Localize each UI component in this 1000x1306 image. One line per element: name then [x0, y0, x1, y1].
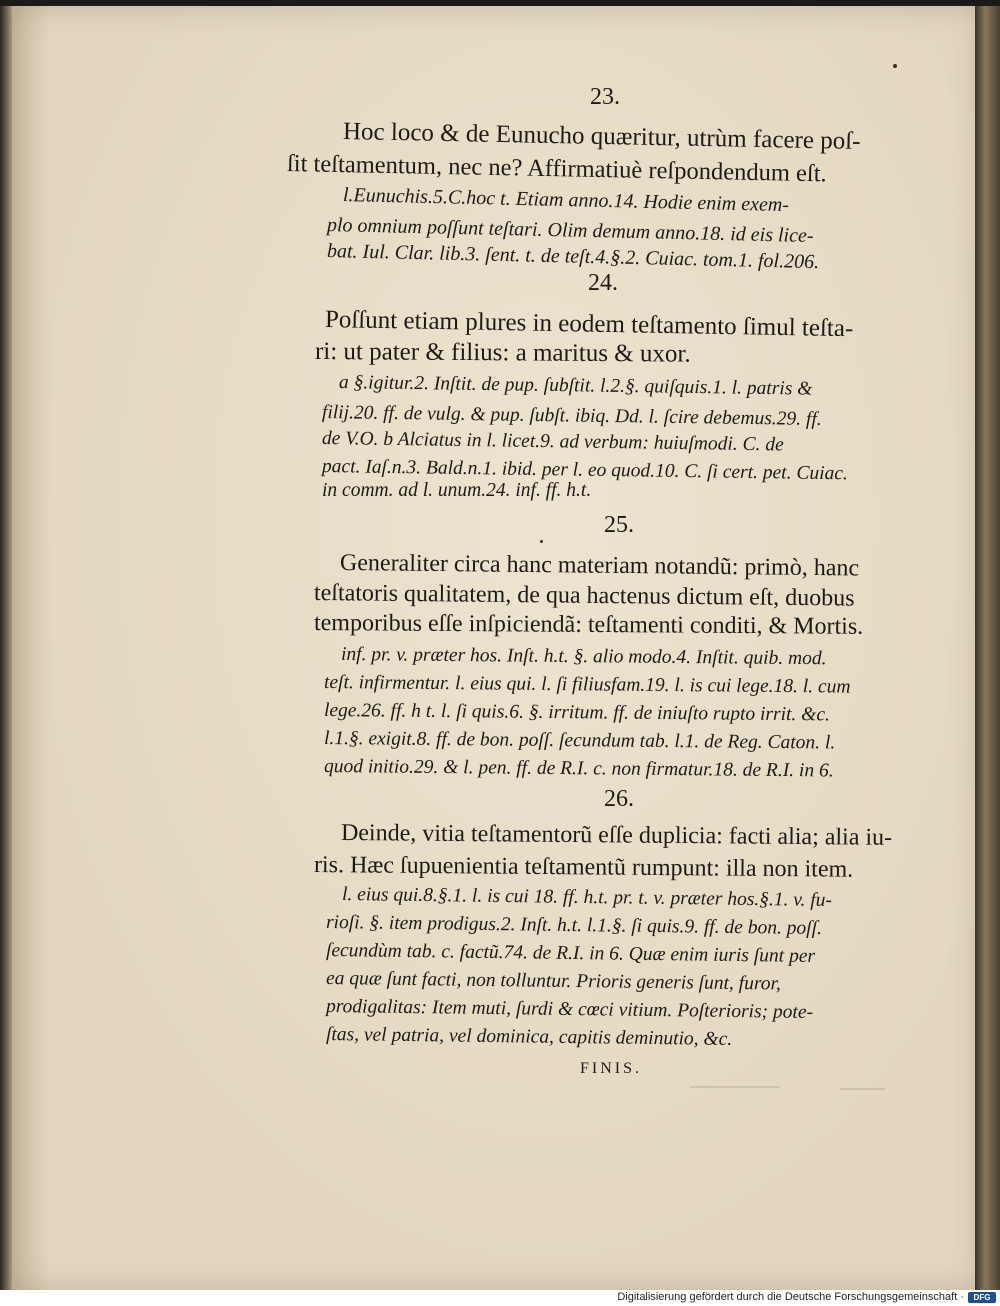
ink-speck [893, 64, 897, 68]
note-line: in comm. ad l. unum.24. inf. ff. h.t. [322, 480, 592, 501]
note-line: bat. Iul. Clar. lib.3. ſent. t. de teſt.4.§.2. Cuiac. tom.1. fol.206. [326, 240, 820, 274]
note-line: rioſi. §. item prodigus.2. Inſt. h.t. l.1.§. ſi quis.9. ff. de bon. poſſ. [325, 912, 823, 940]
ink-speck [540, 540, 543, 543]
body-line: Hoc loco & de Eunucho quæritur, utrùm facere poſ- [342, 118, 861, 155]
digitization-footer [0, 1290, 1000, 1306]
body-line: Poſſunt etiam plures in eodem teſtamento ſimul teſta- [324, 306, 854, 343]
show-through-mark [690, 1062, 780, 1088]
note-line: teſt. infirmentur. l. eius qui. l. ſi filiusfam.19. l. is cui lege.18. l. cum [323, 672, 851, 698]
body-line: ri: ut pater & filius: a maritus & uxor. [314, 338, 691, 368]
page-stack-edge [975, 6, 1000, 1290]
body-line: temporibus eſſe inſpiciendã: teſtamenti conditi, & Mortis. [313, 610, 864, 640]
note-line: l. eius qui.8.§.1. l. is cui 18. ff. h.t. pr. t. v. præter hos.§.1. v. fu- [341, 884, 833, 911]
section-number: 25. [604, 512, 634, 538]
section-number: 26. [604, 786, 634, 812]
show-through-mark [840, 1066, 885, 1090]
finis-colophon: FINIS. [580, 1060, 643, 1077]
dfg-logo-icon: DFG [968, 1292, 996, 1303]
note-line: lege.26. ff. h t. l. ſi quis.6. §. irritum. ff. de iniuſto rupto irrit. &c. [323, 700, 831, 726]
note-line: plo omnium poſſunt teſtari. Olim demum anno.18. id eis lice- [326, 214, 814, 248]
note-line: quod initio.29. & l. pen. ff. de R.I. c. non firmatur.18. de R.I. in 6. [323, 756, 834, 782]
note-line: ſecundùm tab. c. factũ.74. de R.I. in 6. Quæ enim iuris ſunt per [325, 940, 816, 967]
note-line: a §.igitur.2. Inſtit. de pup. ſubſtit. l.2.§. quiſquis.1. l. patris & [338, 372, 813, 400]
note-line: inf. pr. v. præter hos. Inſt. h.t. §. alio modo.4. Inſtit. quib. mod. [340, 644, 827, 670]
body-line: teſtatoris qualitatem, de qua hactenus dictum eſt, duobus [313, 580, 855, 612]
note-line: l.Eunuchis.5.C.hoc t. Etiam anno.14. Hodie enim exem- [342, 184, 790, 217]
funding-credit: Digitalisierung gefördert durch die Deutsche Forschungsgemeinschaft · [617, 1291, 964, 1303]
section-number: 23. [590, 84, 620, 110]
note-line: ea quæ ſunt facti, non tolluntur. Prioris generis ſunt, furor, [325, 968, 781, 995]
note-line: pact. Iaſ.n.3. Bald.n.1. ibid. per l. eo quod.10. C. ſi cert. pet. Cuiac. [321, 456, 849, 485]
section-number: 24. [588, 270, 618, 296]
note-line: prodigalitas: Item muti, ſurdi & cœci vitium. Poſterioris; pote- [325, 996, 814, 1023]
body-line: Generaliter circa hanc materiam notandũ: primò, hanc [339, 550, 860, 582]
note-line: de V.O. b Alciatus in l. licet.9. ad verbum: huiuſmodi. C. de [321, 428, 784, 456]
body-line: ris. Hæc ſupuenientia teſtamentũ rumpunt: illa non item. [313, 852, 854, 883]
note-line: ſtas, vel patria, vel dominica, capitis deminutio, &c. [325, 1024, 733, 1050]
body-line: Deinde, vitia teſtamentorũ eſſe duplicia: facti alia; alia iu- [340, 820, 893, 851]
note-line: filij.20. ff. de vulg. & pup. ſubſt. ibiq. Dd. l. ſcire debemus.29. ff. [321, 402, 822, 430]
note-line: l.1.§. exigit.8. ff. de bon. poſſ. ſecundum tab. l.1. de Reg. Caton. l. [323, 728, 836, 754]
body-line: ſit teſtamentum, nec ne? Affirmatiuè reſpondendum eſt. [286, 150, 827, 188]
